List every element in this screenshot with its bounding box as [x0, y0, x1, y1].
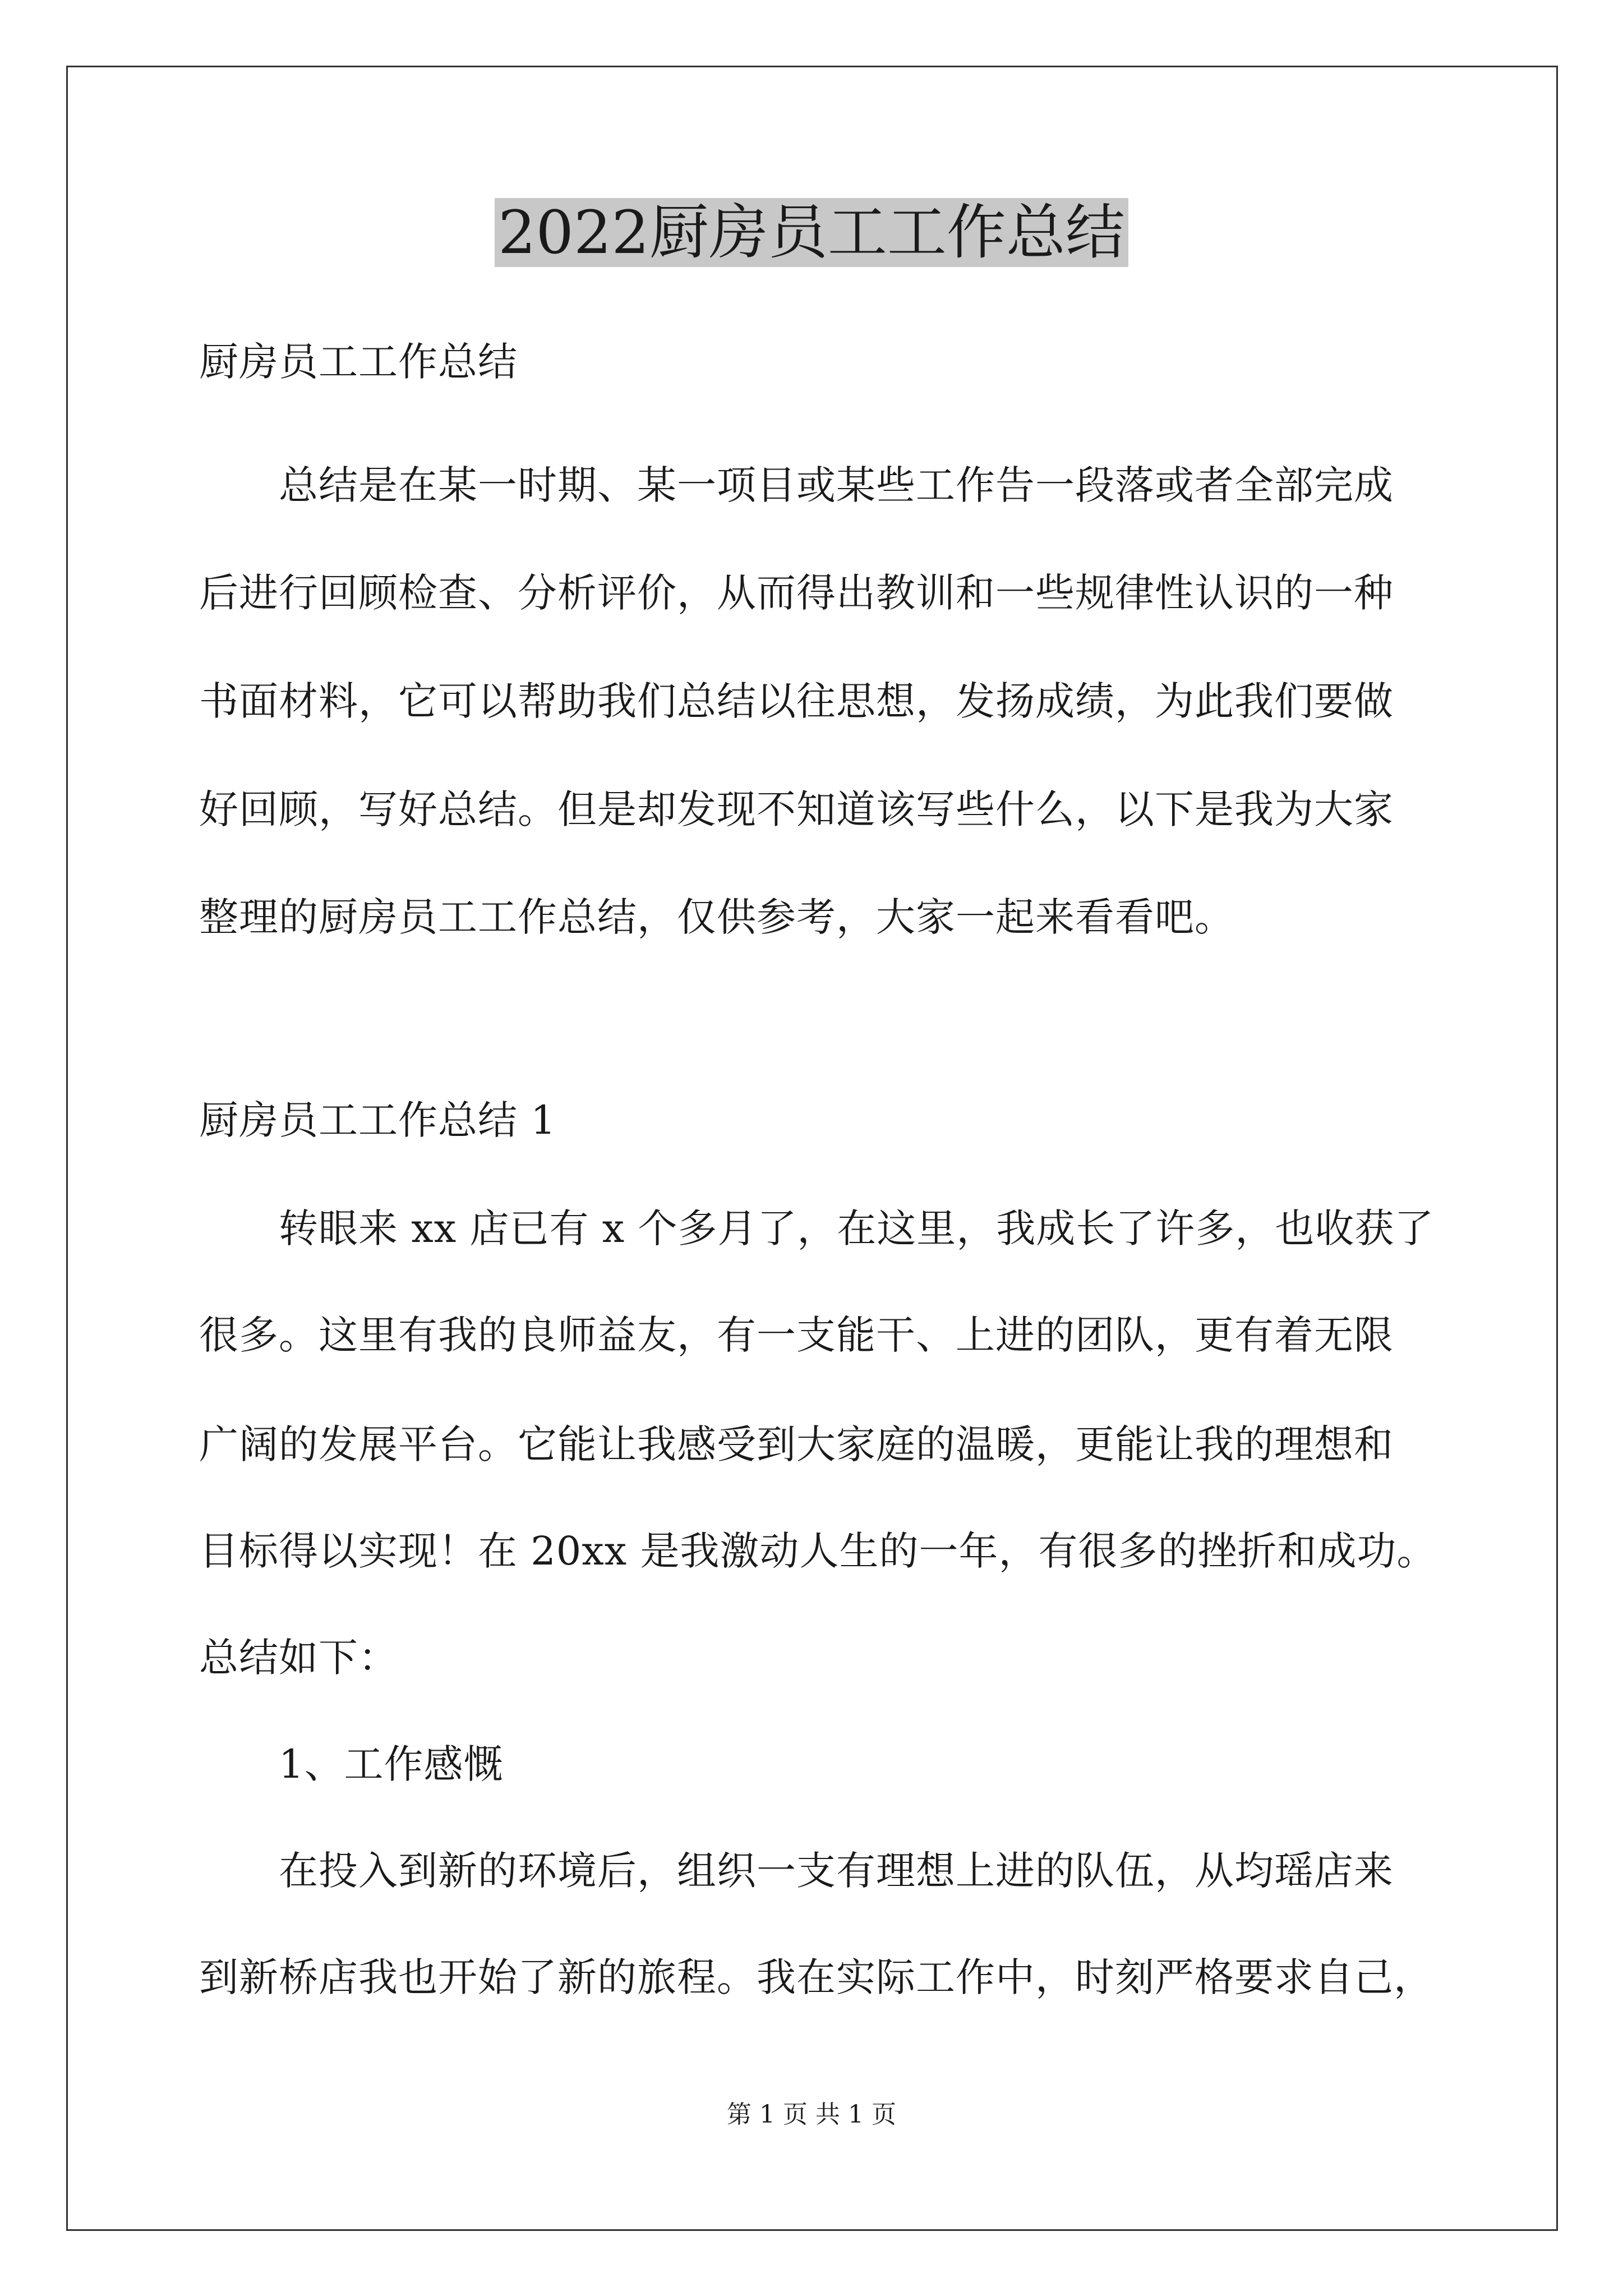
paragraph-line: 后进行回顾检查、分析评价，从而得出教训和一些规律性认识的一种 — [199, 570, 1394, 616]
paragraph-line: 好回顾，写好总结。但是却发现不知道该写些什么，以下是我为大家 — [199, 786, 1394, 832]
document-title: 2022厨房员工工作总结 — [0, 194, 1623, 272]
paragraph-line: 书面材料，它可以帮助我们总结以往思想，发扬成绩，为此我们要做 — [199, 678, 1394, 724]
paragraph-line: 到新桥店我也开始了新的旅程。我在实际工作中，时刻严格要求自己， — [199, 1954, 1433, 2000]
paragraph-line: 总结是在某一时期、某一项目或某些工作告一段落或者全部完成 — [279, 462, 1394, 508]
paragraph-line: 转眼来 xx 店已有 x 个多月了，在这里，我成长了许多，也收获了 — [279, 1205, 1435, 1251]
page-footer: 第 1 页 共 1 页 — [727, 2100, 896, 2129]
page-border — [66, 66, 1558, 2231]
paragraph-line: 总结如下： — [199, 1635, 398, 1681]
paragraph-line: 广阔的发展平台。它能让我感受到大家庭的温暖，更能让我的理想和 — [199, 1421, 1394, 1467]
document-subtitle: 厨房员工工作总结 — [199, 339, 518, 385]
paragraph-line: 很多。这里有我的良师益友，有一支能干、上进的团队，更有着无限 — [199, 1312, 1394, 1358]
subheading: 1、工作感慨 — [279, 1741, 504, 1787]
paragraph-line: 在投入到新的环境后，组织一支有理想上进的队伍，从均瑶店来 — [279, 1848, 1394, 1894]
section-heading: 厨房员工工作总结 1 — [199, 1097, 556, 1143]
paragraph-line: 目标得以实现！在 20xx 是我激动人生的一年，有很多的挫折和成功。 — [199, 1528, 1437, 1574]
paragraph-line: 整理的厨房员工工作总结，仅供参考，大家一起来看看吧。 — [199, 894, 1234, 940]
